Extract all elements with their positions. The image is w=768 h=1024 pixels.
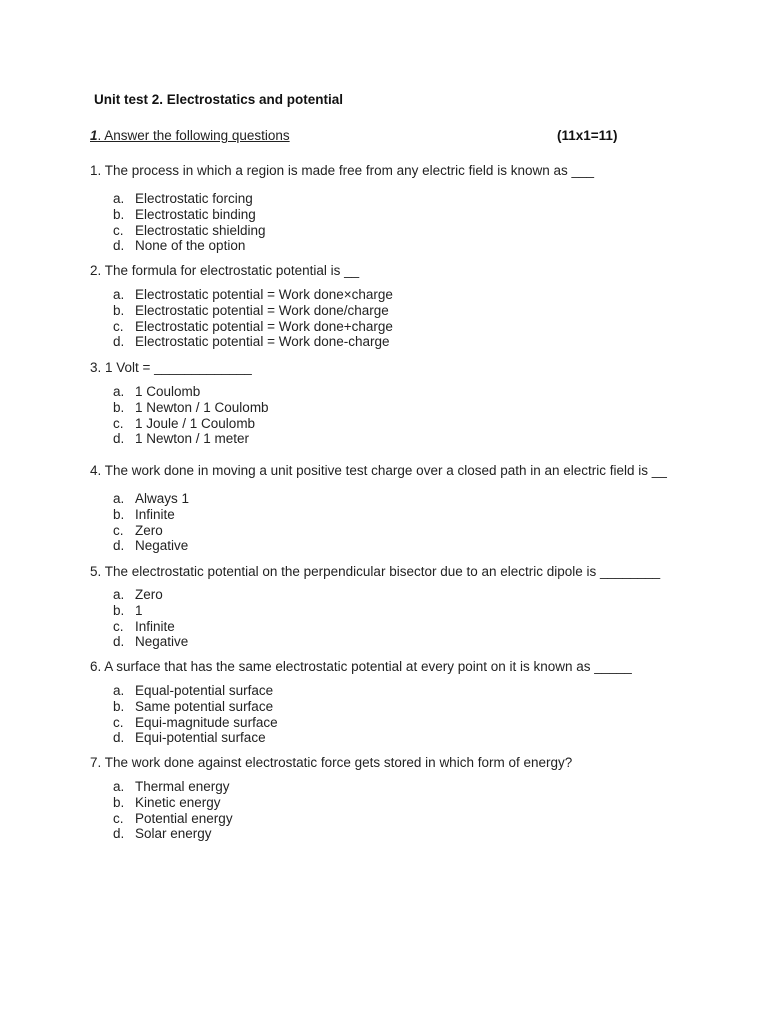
option-letter: c. bbox=[113, 714, 124, 730]
page-title: Unit test 2. Electrostatics and potential bbox=[94, 92, 344, 107]
option-item bbox=[113, 523, 613, 539]
option-letter: b. bbox=[113, 602, 125, 618]
option-item bbox=[113, 303, 613, 319]
option-item bbox=[113, 384, 613, 400]
option-text: Infinite bbox=[135, 618, 175, 634]
option-text: Electrostatic forcing bbox=[135, 191, 253, 206]
option-item bbox=[113, 416, 613, 432]
section-marks: (11x1=11) bbox=[557, 128, 618, 143]
option-letter: d. bbox=[113, 238, 125, 254]
section-label bbox=[90, 128, 290, 143]
option-letter: d. bbox=[113, 826, 125, 842]
option-item bbox=[113, 287, 613, 303]
question-1: 1. The process in which a region is made free from any electric field is known as ___ bbox=[90, 163, 594, 178]
option-text: Same potential surface bbox=[135, 698, 274, 714]
options-question-5 bbox=[113, 587, 613, 650]
section-number: 1 bbox=[90, 128, 98, 143]
option-text: Electrostatic potential = Work done×charge bbox=[135, 287, 393, 302]
option-letter: c. bbox=[113, 810, 124, 826]
option-text: Equi-magnitude surface bbox=[135, 714, 278, 730]
question-6: 6. A surface that has the same electrostatic potential at every point on it is known as _____ bbox=[90, 659, 632, 674]
option-text: 1 Coulomb bbox=[135, 384, 201, 399]
option-letter: b. bbox=[113, 302, 125, 318]
option-letter: d. bbox=[113, 634, 125, 650]
option-item bbox=[113, 603, 613, 619]
option-letter: a. bbox=[113, 587, 125, 602]
question-4: 4. The work done in moving a unit positive test charge over a closed path in an electric field is __ bbox=[90, 463, 667, 478]
option-text: Electrostatic potential = Work done+charge bbox=[135, 318, 393, 334]
option-item bbox=[113, 507, 613, 523]
options-question-2 bbox=[113, 287, 613, 350]
option-text: Electrostatic potential = Work done-charge bbox=[135, 334, 390, 350]
option-item bbox=[113, 538, 613, 554]
option-item bbox=[113, 699, 613, 715]
option-item bbox=[113, 683, 613, 699]
option-letter: a. bbox=[113, 779, 125, 794]
option-text: Potential energy bbox=[135, 810, 233, 826]
option-text: Zero bbox=[135, 522, 163, 538]
option-text: None of the option bbox=[135, 238, 246, 254]
option-text: Infinite bbox=[135, 506, 175, 522]
option-text: Electrostatic binding bbox=[135, 206, 256, 222]
option-letter: c. bbox=[113, 318, 124, 334]
option-item bbox=[113, 431, 613, 447]
option-item bbox=[113, 400, 613, 416]
section-label-text: . Answer the following questions bbox=[97, 128, 290, 143]
option-letter: d. bbox=[113, 431, 125, 447]
option-text: Negative bbox=[135, 634, 189, 650]
question-3: 3. 1 Volt = _____________ bbox=[90, 360, 252, 375]
option-letter: a. bbox=[113, 491, 125, 506]
option-item bbox=[113, 795, 613, 811]
option-item bbox=[113, 634, 613, 650]
option-text: Negative bbox=[135, 538, 189, 554]
option-letter: d. bbox=[113, 730, 125, 746]
option-text: Zero bbox=[135, 587, 163, 602]
option-letter: a. bbox=[113, 287, 125, 302]
option-letter: b. bbox=[113, 506, 125, 522]
options-question-3 bbox=[113, 384, 613, 447]
option-text: Electrostatic potential = Work done/charge bbox=[135, 302, 389, 318]
options-question-6 bbox=[113, 683, 613, 746]
option-text: Equal-potential surface bbox=[135, 683, 274, 698]
option-item bbox=[113, 319, 613, 335]
option-letter: a. bbox=[113, 384, 125, 399]
option-text: 1 Newton / 1 meter bbox=[135, 431, 250, 447]
option-text: Electrostatic shielding bbox=[135, 222, 266, 238]
option-text: Kinetic energy bbox=[135, 794, 221, 810]
option-letter: c. bbox=[113, 522, 124, 538]
option-letter: a. bbox=[113, 683, 125, 698]
option-item bbox=[113, 730, 613, 746]
option-item bbox=[113, 207, 613, 223]
options-question-7 bbox=[113, 779, 613, 842]
option-letter: c. bbox=[113, 415, 124, 431]
option-text: Thermal energy bbox=[135, 779, 230, 794]
question-5: 5. The electrostatic potential on the perpendicular bisector due to an electric dipole is ________ bbox=[90, 564, 661, 579]
option-letter: b. bbox=[113, 698, 125, 714]
options-question-1 bbox=[113, 191, 613, 254]
option-item bbox=[113, 191, 613, 207]
option-letter: b. bbox=[113, 399, 125, 415]
option-letter: b. bbox=[113, 206, 125, 222]
option-item bbox=[113, 334, 613, 350]
section-heading bbox=[90, 128, 630, 143]
option-item bbox=[113, 223, 613, 239]
option-letter: d. bbox=[113, 538, 125, 554]
option-text: Equi-potential surface bbox=[135, 730, 266, 746]
option-text: Solar energy bbox=[135, 826, 212, 842]
option-letter: b. bbox=[113, 794, 125, 810]
question-7: 7. The work done against electrostatic force gets stored in which form of energy? bbox=[90, 755, 573, 770]
option-item bbox=[113, 715, 613, 731]
option-letter: a. bbox=[113, 191, 125, 206]
question-2: 2. The formula for electrostatic potential is __ bbox=[90, 263, 360, 278]
option-text: 1 Newton / 1 Coulomb bbox=[135, 399, 269, 415]
option-item bbox=[113, 826, 613, 842]
option-item bbox=[113, 779, 613, 795]
option-letter: c. bbox=[113, 618, 124, 634]
option-text: 1 Joule / 1 Coulomb bbox=[135, 415, 256, 431]
option-item bbox=[113, 811, 613, 827]
option-text: 1 bbox=[135, 602, 143, 618]
option-item bbox=[113, 238, 613, 254]
options-question-4 bbox=[113, 491, 613, 554]
option-item bbox=[113, 587, 613, 603]
option-item bbox=[113, 619, 613, 635]
option-letter: d. bbox=[113, 334, 125, 350]
option-letter: c. bbox=[113, 222, 124, 238]
option-text: Always 1 bbox=[135, 491, 190, 506]
option-item bbox=[113, 491, 613, 507]
